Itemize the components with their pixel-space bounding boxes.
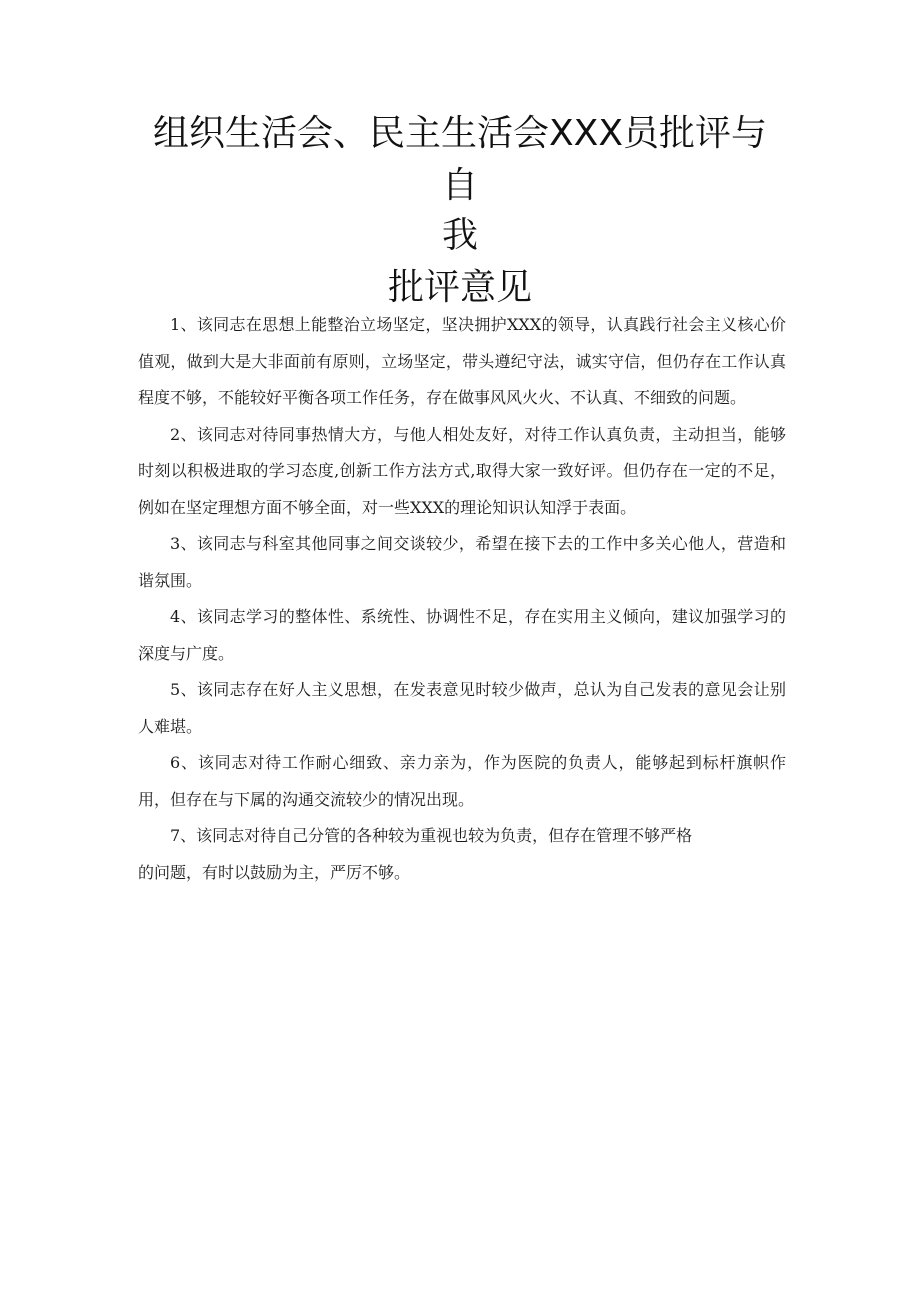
paragraph-4: 4、该同志学习的整体性、系统性、协调性不足，存在实用主义倾向，建议加强学习的深度与广度。	[138, 607, 786, 663]
document-title	[140, 108, 780, 314]
document-body	[138, 307, 786, 891]
paragraph-5: 5、该同志存在好人主义思想，在发表意见时较少做声，总认为自己发表的意见会让别人难堪。	[138, 680, 786, 736]
paragraph-2: 2、该同志对待同事热情大方，与他人相处友好，对待工作认真负责，主动担当，能够时刻以积极进取的学习态度,创新工作方法方式,取得大家一致好评。但仍存在一定的不足，例如在坚定理想方面不够全面，对一些XXX的理论知识认知浮于表面。	[138, 424, 786, 517]
title-line-2: 批评意见	[387, 267, 532, 308]
paragraph-6: 6、该同志对待工作耐心细致、亲力亲为，作为医院的负责人，能够起到标杆旗帜作用，但存在与下属的沟通交流较少的情况出现。	[138, 753, 786, 809]
paragraph-3: 3、该同志与科室其他同事之间交谈较少，希望在接下去的工作中多关心他人，营造和谐氛围。	[138, 534, 786, 590]
title-line-1-tail: 我	[441, 215, 478, 256]
paragraph-1: 1、该同志在思想上能整治立场坚定，坚决拥护XXX的领导，认真践行社会主义核心价值观，做到大是大非面前有原则，立场坚定，带头遵纪守法，诚实守信，但仍存在工作认真程度不够，不能较好平衡各项工作任务，存在做事风风火火、不认真、不细致的问题。	[138, 315, 786, 407]
title-line-1: 组织生活会、民主生活会XXX员批评与自	[153, 113, 767, 206]
paragraph-7-tail: 的问题，有时以鼓励为主，严厉不够。	[138, 862, 411, 882]
paragraph-7-head: 7、该同志对待自己分管的各种较为重视也较为负责，但存在管理不够严格	[170, 826, 693, 845]
